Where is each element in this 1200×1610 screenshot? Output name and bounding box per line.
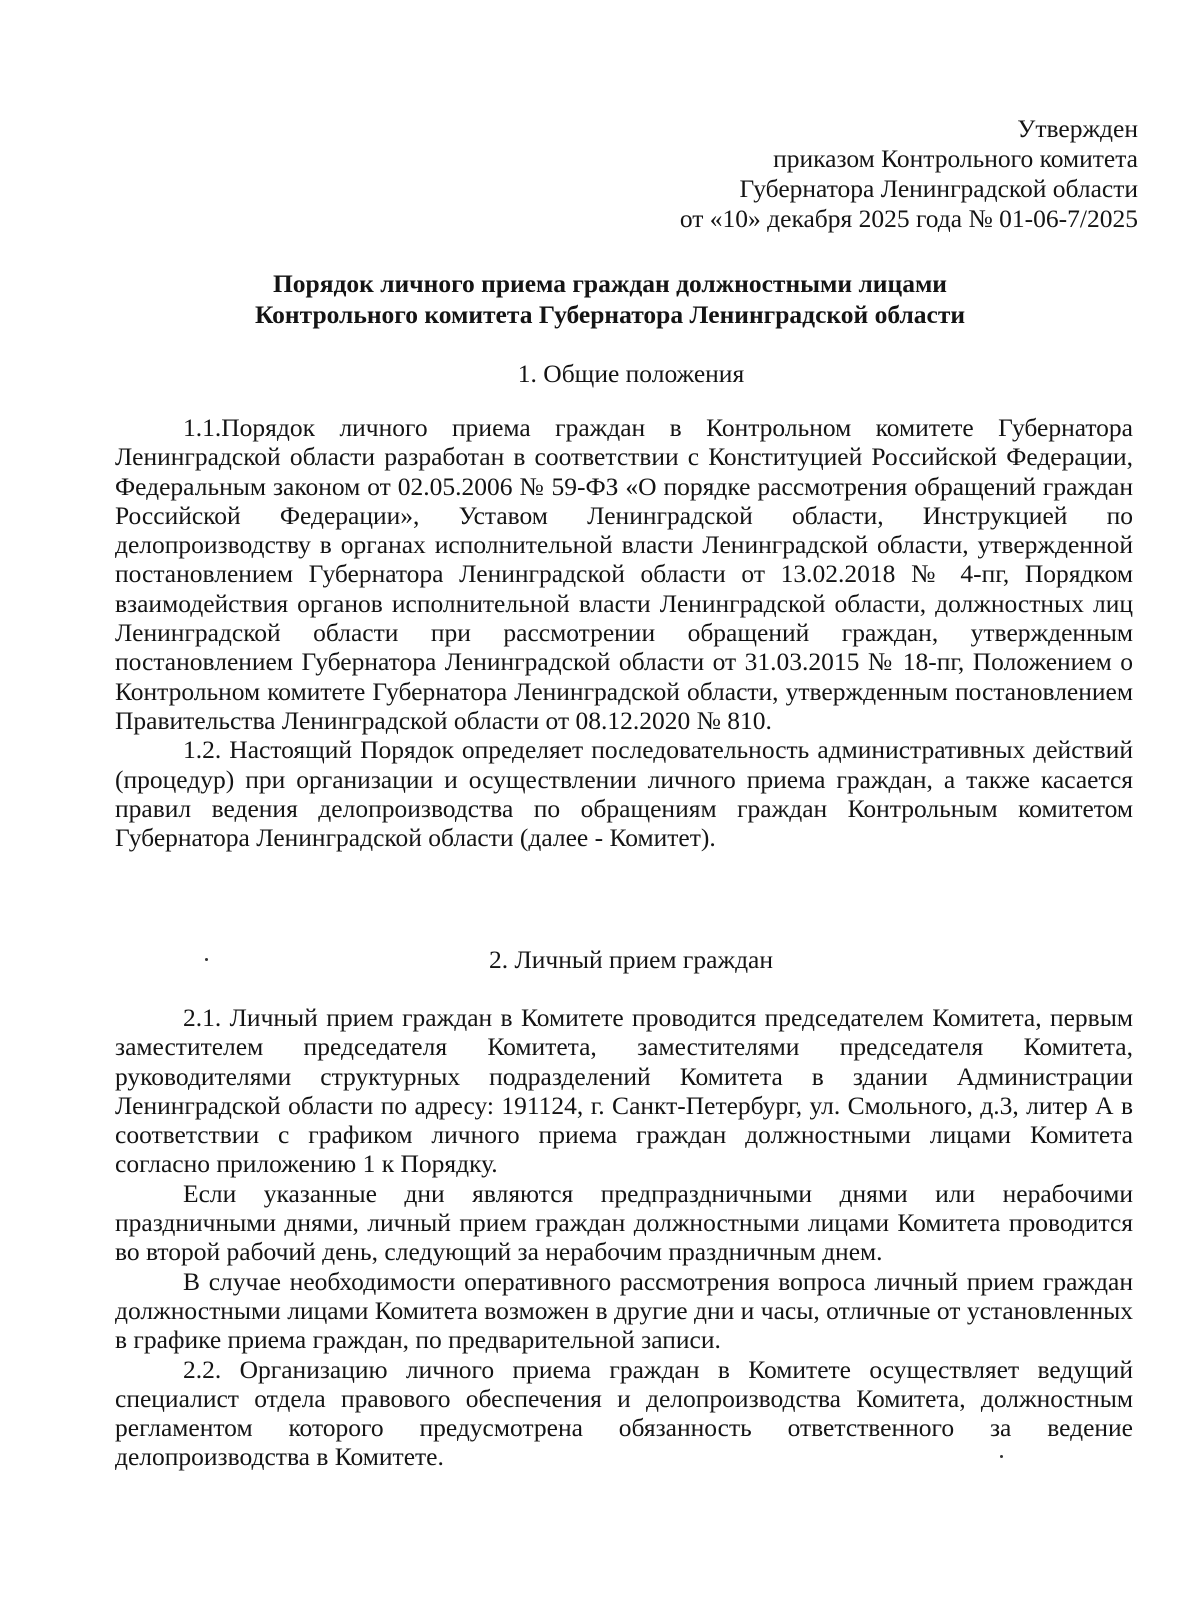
- paragraph: Если указанные дни являются предпраздничными днями или нерабочими праздничными днями, личный прием граждан должностными лицами Комитета проводится во второй рабочий день, следующий за нерабочим праздничным днем.: [115, 1178, 1133, 1267]
- paragraph: 1.1.Порядок личного приема граждан в Контрольном комитете Губернатора Ленинградской области разработан в соответствии с Конституцией Российской Федерации, Федеральным законом от 02.05.2006 № 59-ФЗ «О порядке рассмотрения обращений граждан Российской Федерации», Уставом Ленинградской области, Инструкцией по делопроизводству в органах исполнительной власти Ленинградской области, утвержденной постановлением Губернатора Ленинградской области от 13.02.2018 № 4-пг, Порядком взаимодействия органов исполнительной власти Ленинградской области, должностных лиц Ленинградской области при рассмотрении обращений граждан, утвержденным постановлением Губернатора Ленинградской области от 31.03.2015 № 18-пг, Положением о Контрольном комитете Губернатора Ленинградской области, утвержденным постановлением Правительства Ленинградской области от 08.12.2020 № 810.: [115, 413, 1133, 735]
- section-general-body: [115, 413, 1133, 852]
- approval-line: от «10» декабря 2025 года № 01-06-7/2025: [679, 204, 1138, 233]
- scan-speck: [205, 958, 208, 961]
- section-heading-general: 1. Общие положения: [517, 359, 745, 388]
- paragraph: 2.1. Личный прием граждан в Комитете проводится председателем Комитета, первым заместителем председателя Комитета, заместителями председателя Комитета, руководителями структурных подразделений Комитета в здании Администрации Ленинградской области по адресу: 191124, г. Санкт-Петербург, ул. Смольного, д.3, литер А в соответствии с графиком личного приема граждан должностными лицами Комитета согласно приложению 1 к Порядку.: [115, 1003, 1133, 1179]
- approval-line: Утвержден: [1017, 114, 1138, 143]
- scan-speck: [1000, 1455, 1003, 1458]
- approval-line: приказом Контрольного комитета: [773, 144, 1138, 173]
- approval-stamp: [680, 114, 1138, 234]
- section-heading-reception: 2. Личный прием граждан: [488, 945, 774, 974]
- section-reception-body: [115, 1003, 1133, 1472]
- paragraph: 2.2. Организацию личного приема граждан в Комитете осуществляет ведущий специалист отдела правового обеспечения и делопроизводства Комитета, должностным регламентом которого предусмотрена обязанность ответственного за ведение делопроизводства в Комитете.: [115, 1354, 1133, 1472]
- paragraph: В случае необходимости оперативного рассмотрения вопроса личный прием граждан должностными лицами Комитета возможен в другие дни и часы, отличные от установленных в графике приема граждан, по предварительной записи.: [115, 1266, 1133, 1355]
- title-line: Порядок личного приема граждан должностными лицами: [272, 269, 948, 298]
- title-line: Контрольного комитета Губернатора Ленинградской области: [254, 300, 966, 329]
- paragraph: 1.2. Настоящий Порядок определяет последовательность административных действий (процедур) при организации и осуществлении личного приема граждан, а также касается правил ведения делопроизводства по обращениям граждан Контрольным комитетом Губернатора Ленинградской области (далее - Комитет).: [115, 735, 1133, 853]
- approval-line: Губернатора Ленинградской области: [739, 174, 1138, 203]
- document-title: [90, 268, 1130, 330]
